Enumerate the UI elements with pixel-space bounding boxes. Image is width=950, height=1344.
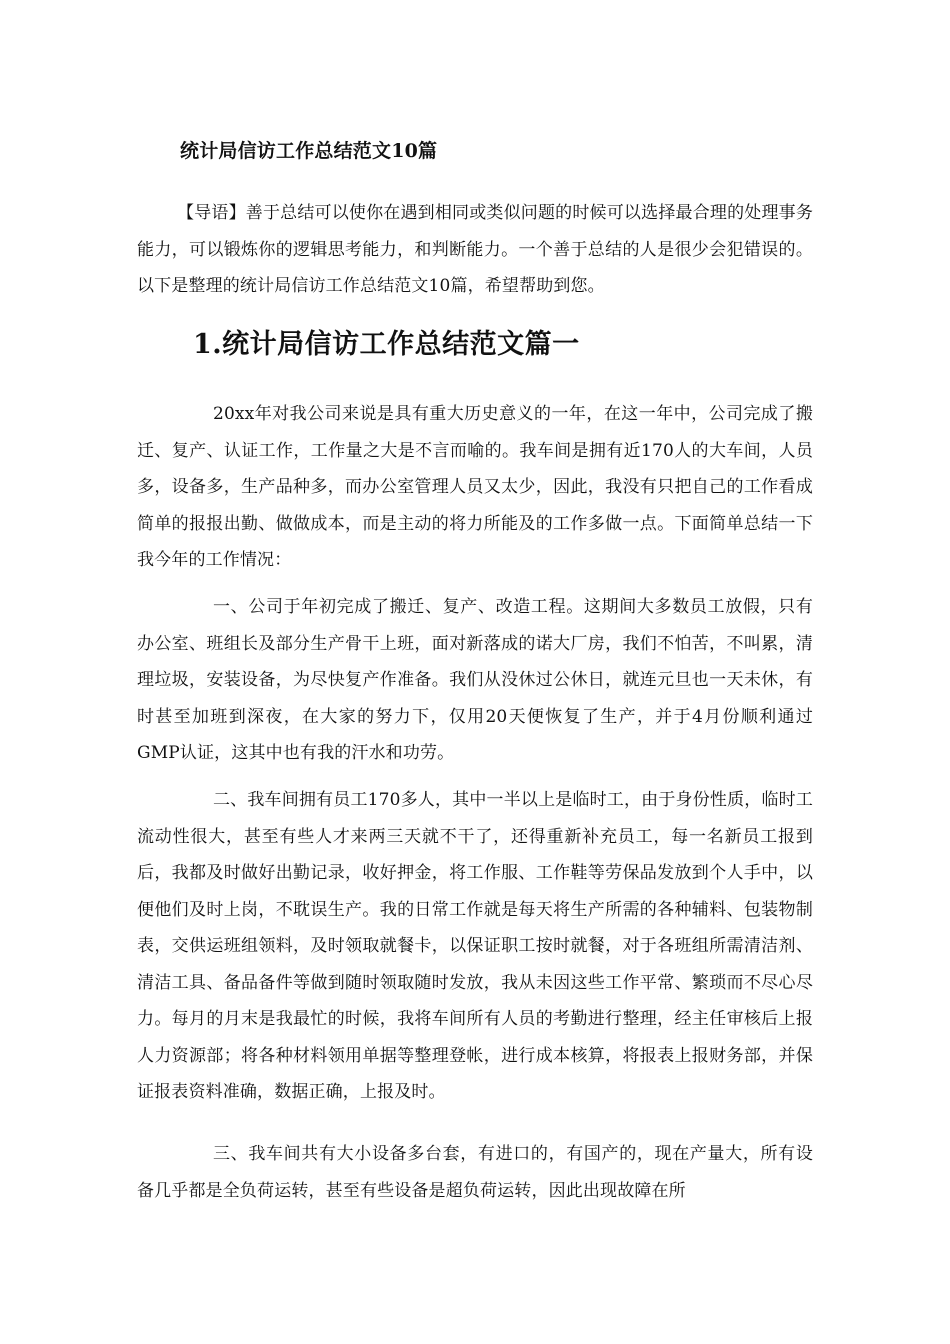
section-heading: 1.统计局信访工作总结范文篇一 (193, 329, 580, 360)
intro-paragraph: 【导语】善于总结可以使你在遇到相同或类似问题的时候可以选择最合理的处理事务能力，可以锻炼你的逻辑思考能力，和判断能力。一个善于总结的人是很少会犯错误的。以下是整理的统计局信访工作总结范文10篇，希望帮助到您。 (137, 203, 813, 296)
body-paragraph-4: 三、我车间共有大小设备多台套，有进口的，有国产的，现在产量大，所有设备几乎都是全负荷运转，甚至有些设备是超负荷运转，因此出现故障在所 (137, 1144, 813, 1201)
body-paragraph-2: 一、公司于年初完成了搬迁、复产、改造工程。这期间大多数员工放假，只有办公室、班组长及部分生产骨干上班，面对新落成的诺大厂房，我们不怕苦，不叫累，清理垃圾，安装设备，为尽快复产作准备。我们从没休过公休日，就连元旦也一天未休，有时甚至加班到深夜，在大家的努力下，仅用20天便恢复了生产，并于4月份顺利通过GMP认证，这其中也有我的汗水和功劳。 (137, 597, 813, 763)
body-paragraph-1: 20xx年对我公司来说是具有重大历史意义的一年，在这一年中，公司完成了搬迁、复产、认证工作，工作量之大是不言而喻的。我车间是拥有近170人的大车间，人员多，设备多，生产品种多，而办公室管理人员又太少，因此，我没有只把自己的工作看成简单的报报出勤、做做成本，而是主动的将力所能及的工作多做一点。下面简单总结一下我今年的工作情况： (137, 404, 813, 570)
document-title: 统计局信访工作总结范文10篇 (180, 140, 438, 162)
body-paragraph-3: 二、我车间拥有员工170多人，其中一半以上是临时工，由于身份性质，临时工流动性很大，甚至有些人才来两三天就不干了，还得重新补充员工，每一名新员工报到后，我都及时做好出勤记录，收好押金，将工作服、工作鞋等劳保品发放到个人手中，以便他们及时上岗，不耽误生产。我的日常工作就是每天将生产所需的各种辅料、包装物制表，交供运班组领料，及时领取就餐卡，以保证职工按时就餐，对于各班组所需清洁剂、清洁工具、备品备件等做到随时领取随时发放，我从未因这些工作平常、繁琐而不尽心尽力。每月的月末是我最忙的时候，我将车间所有人员的考勤进行整理，经主任审核后上报人力资源部；将各种材料领用单据等整理登帐，进行成本核算，将报表上报财务部，并保证报表资料准确，数据正确，上报及时。 (137, 790, 813, 1102)
